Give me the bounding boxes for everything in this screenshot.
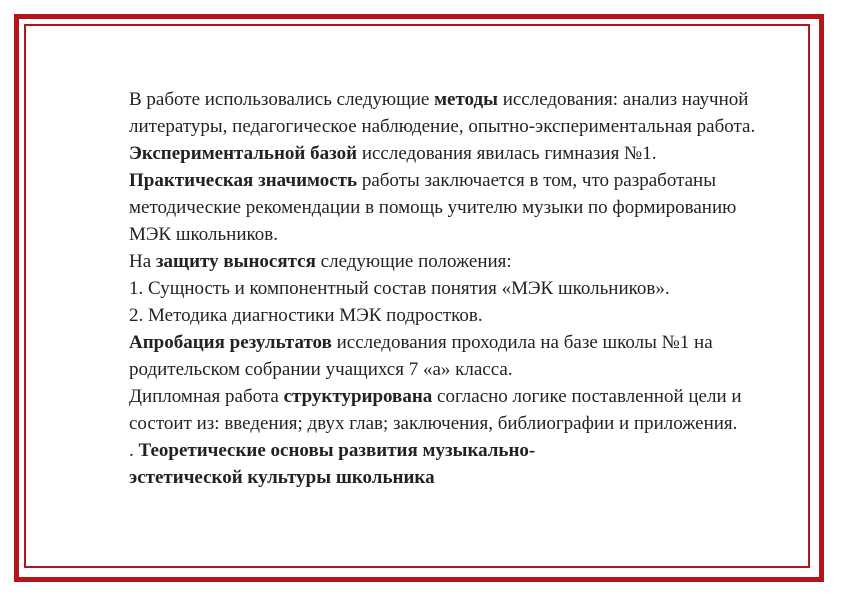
- significance-bold: Практическая значимость: [129, 170, 358, 191]
- defense-post: следующие положения:: [315, 251, 512, 272]
- paragraph-defense: [129, 248, 769, 275]
- paragraph-chapter: [129, 437, 769, 491]
- slide-text-body: [129, 86, 769, 491]
- defense-pre: На: [129, 251, 156, 272]
- paragraph-structure: [129, 383, 769, 437]
- significance-post: работы заключается в том, что разработаны методические рекомендации в помощь учителю музыки по формированию МЭК школьников.: [129, 170, 737, 245]
- methods-pre: В работе использовались следующие: [129, 89, 435, 110]
- chapter-title-line1: Теоретические основы развития музыкально-: [138, 440, 536, 461]
- base-bold: Экспериментальной базой: [129, 143, 358, 164]
- approbation-bold: Апробация результатов: [129, 332, 332, 353]
- list-item-2: 2. Методика диагностики МЭК подростков.: [129, 305, 483, 326]
- structure-pre: Дипломная работа: [129, 386, 284, 407]
- chapter-title-line2: эстетической культуры школьника: [129, 467, 435, 488]
- paragraph-methods: [129, 86, 769, 140]
- methods-post: исследования: анализ научной литературы, педагогическое наблюдение, опытно-экспериментальная работа.: [129, 89, 756, 137]
- methods-bold: методы: [434, 89, 498, 110]
- structure-post: согласно логике поставленной цели и состоит из: введения; двух глав; заключения, библиографии и приложения.: [129, 386, 742, 434]
- approbation-post: исследования проходила на базе школы №1 на родительском собрании учащихся 7 «а» класса.: [129, 332, 713, 380]
- base-post: исследования явилась гимназия №1.: [357, 143, 657, 164]
- list-item-1: 1. Сущность и компонентный состав понятия «МЭК школьников».: [129, 278, 670, 299]
- chapter-pre: .: [129, 440, 139, 461]
- paragraph-base: [129, 140, 769, 167]
- paragraph-significance: [129, 167, 769, 248]
- defense-bold: защиту выносятся: [155, 251, 316, 272]
- structure-bold: структурирована: [283, 386, 433, 407]
- paragraph-approbation: [129, 329, 769, 383]
